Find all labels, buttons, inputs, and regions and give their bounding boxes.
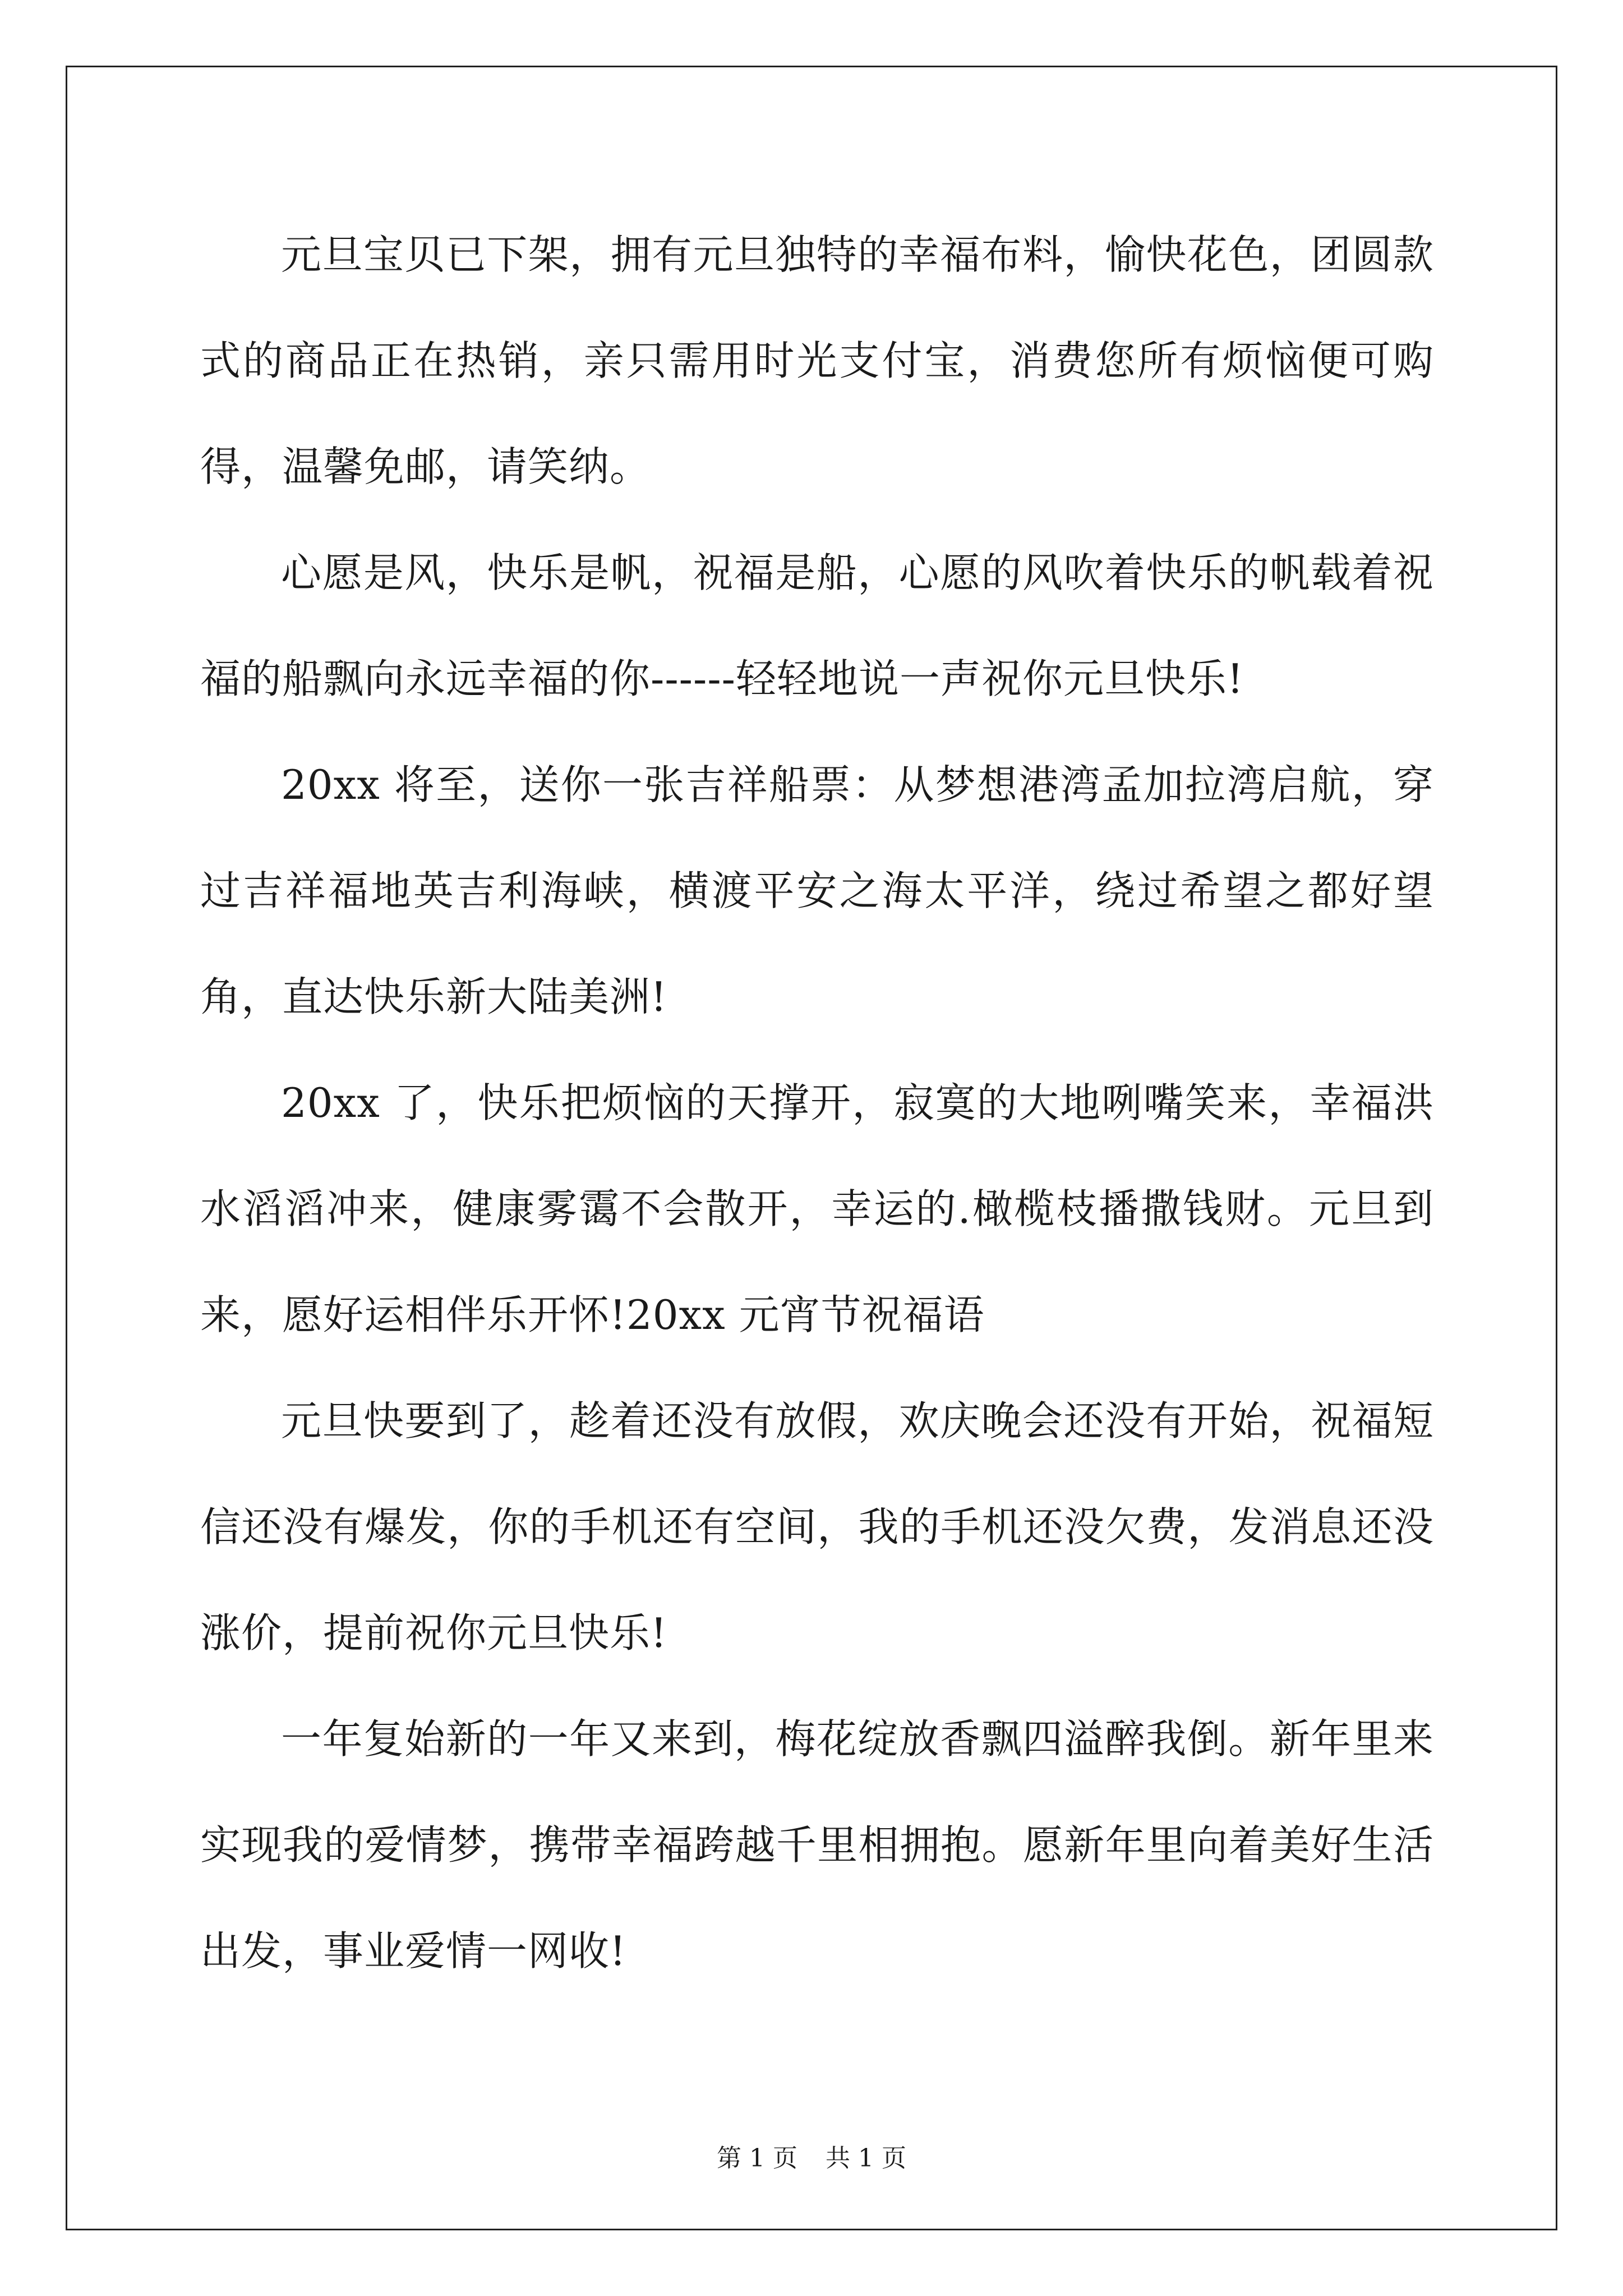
paragraph-2: 心愿是风，快乐是帆，祝福是船，心愿的风吹着快乐的帆载着祝福的船飘向永远幸福的你------轻轻地说一声祝你元旦快乐! xyxy=(200,549,1434,702)
page-number-total: 共 1 页 xyxy=(826,2144,906,2173)
paragraph-5: 元旦快要到了，趁着还没有放假，欢庆晚会还没有开始，祝福短信还没有爆发，你的手机还有空间，我的手机还没欠费，发消息还没涨价，提前祝你元旦快乐! xyxy=(200,1397,1434,1657)
paragraph-3: 20xx 将至，送你一张吉祥船票：从梦想港湾孟加拉湾启航，穿过吉祥福地英吉利海峡，横渡平安之海太平洋，绕过希望之都好望角，直达快乐新大陆美洲! xyxy=(200,761,1434,1020)
paragraph-4: 20xx 了，快乐把烦恼的天撑开，寂寞的大地咧嘴笑来，幸福洪水滔滔冲来，健康雾霭不会散开，幸运的.橄榄枝播撒钱财。元旦到来，愿好运相伴乐开怀!20xx 元宵节祝福语 xyxy=(200,1079,1434,1338)
paragraph-1: 元旦宝贝已下架，拥有元旦独特的幸福布料，愉快花色，团圆款式的商品正在热销，亲只需用时光支付宝，消费您所有烦恼便可购得，温馨免邮，请笑纳。 xyxy=(200,231,1434,490)
page-footer xyxy=(0,2142,1623,2175)
paragraph-6: 一年复始新的一年又来到，梅花绽放香飘四溢醉我倒。新年里来实现我的爱情梦，携带幸福跨越千里相拥抱。愿新年里向着美好生活出发，事业爱情一网收! xyxy=(200,1715,1434,1975)
document-body xyxy=(200,202,1434,2004)
page-number-current: 第 1 页 xyxy=(717,2144,797,2173)
